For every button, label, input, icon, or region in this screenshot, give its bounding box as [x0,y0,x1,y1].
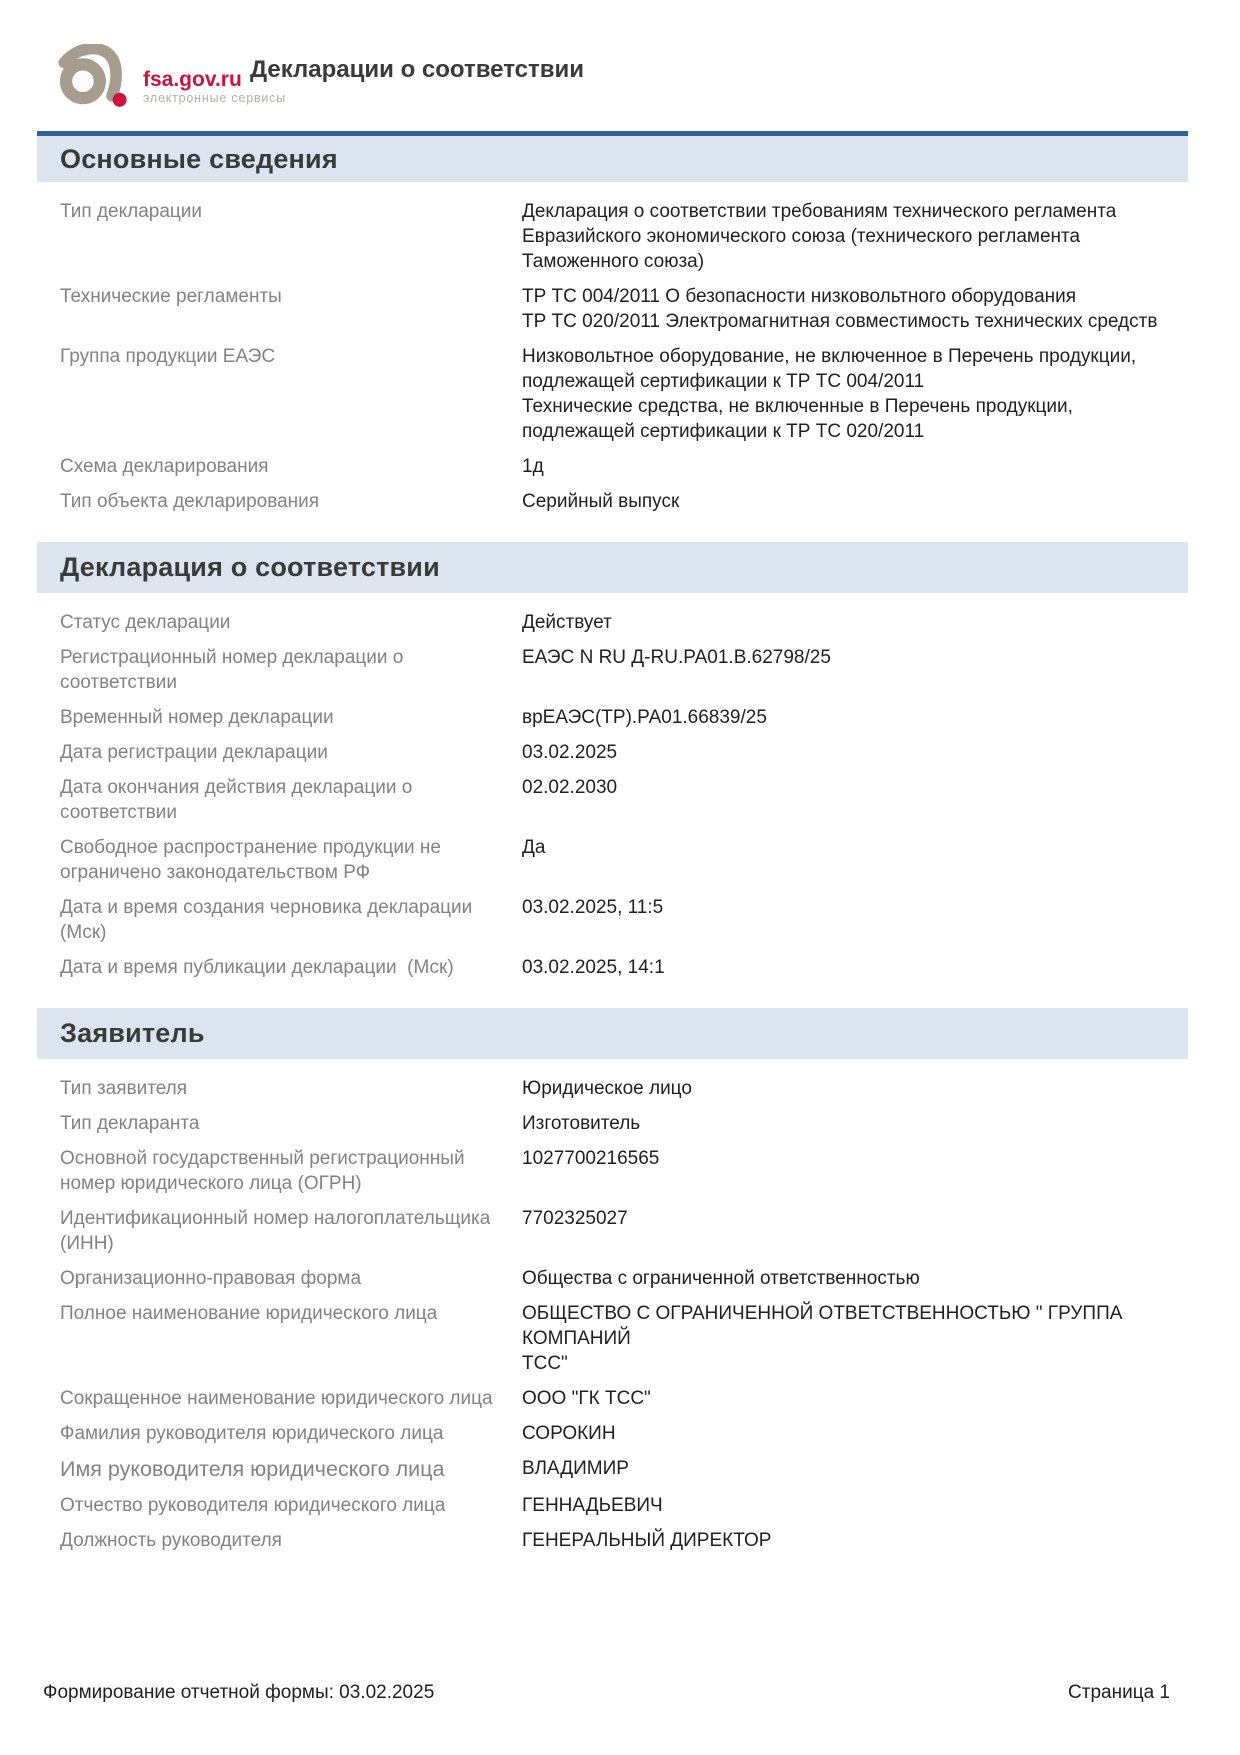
field-row [37,194,1188,279]
text-line: ЕАЭС N RU Д-RU.РА01.В.62798/25 [522,647,831,668]
field-label [37,1146,522,1196]
text-line: Основной государственный регистрационный [60,1148,465,1169]
field-value [522,1386,1188,1411]
field-label [37,1456,522,1483]
text-line: 03.02.2025, 11:5 [522,897,664,918]
field-row [37,950,1188,985]
field-value [522,1528,1188,1553]
field-label [37,1421,522,1446]
text-line: Статус декларации [60,612,231,633]
section-rows [37,1059,1188,1567]
section [37,1008,1188,1567]
field-label [37,705,522,730]
text-line: Технические средства, не включенные в Перечень продукции, [522,396,1073,417]
field-label [37,955,522,980]
field-row [37,1201,1188,1261]
field-label [37,740,522,765]
field-value [522,955,1188,980]
text-line: ГЕННАДЬЕВИЧ [522,1495,663,1516]
text-line: Полное наименование юридического лица [60,1303,438,1324]
field-value [522,610,1188,635]
field-value [522,1493,1188,1518]
text-line: Фамилия руководителя юридического лица [60,1423,444,1444]
section-rows [37,182,1188,528]
text-line: Общества с ограниченной ответственностью [522,1268,920,1289]
field-row [37,890,1188,950]
text-line: Евразийского экономического союза (технического регламента [522,226,1081,247]
text-line: (Мск) [60,922,107,943]
text-line: 02.02.2030 [522,777,618,798]
field-label [37,1386,522,1411]
field-value [522,775,1188,800]
field-label [37,1206,522,1256]
text-line: Тип заявителя [60,1078,188,1099]
text-line: Схема декларирования [60,456,269,477]
field-row [37,1071,1188,1106]
text-line: подлежащей сертификации к ТР ТС 020/2011 [522,421,925,442]
text-line: ограничено законодательством РФ [60,862,371,883]
field-row [37,1523,1188,1558]
text-line: Идентификационный номер налогоплательщика [60,1208,491,1229]
logo-brand: fsa.gov.ru [143,68,242,91]
field-row [37,484,1188,519]
field-label [37,454,522,479]
field-row [37,339,1188,449]
field-value [522,1266,1188,1291]
text-line: Тип объекта декларирования [60,491,320,512]
field-row [37,449,1188,484]
text-line: Имя руководителя юридического лица [60,1457,445,1481]
field-value [522,1206,1188,1231]
field-value [522,489,1188,514]
field-row [37,1261,1188,1296]
field-label [37,1301,522,1326]
footer-page-number: Страница 1 [1068,1682,1170,1703]
text-line: Технические регламенты [60,286,282,307]
section-header [37,131,1188,182]
field-label [37,895,522,945]
field-row [37,279,1188,339]
field-value [522,1076,1188,1101]
page-footer [43,1682,1170,1704]
text-line: СОРОКИН [522,1423,616,1444]
field-value [522,1146,1188,1171]
section-title: Заявитель [60,1018,205,1048]
text-line: 7702325027 [522,1208,628,1229]
section [37,131,1188,528]
text-line: Действует [522,612,612,633]
section-title: Основные сведения [60,143,338,174]
text-line: Сокращенное наименование юридического лица [60,1388,493,1409]
text-line: Декларация о соответствии требованиям технического регламента [522,201,1117,222]
field-value [522,344,1188,444]
fsa-logo-icon [55,44,133,108]
field-value [522,1111,1188,1136]
field-label [37,835,522,885]
text-line: ТР ТС 020/2011 Электромагнитная совместимость технических средств [522,311,1158,332]
field-label [37,199,522,224]
text-line: ООО "ГК ТСС" [522,1388,651,1409]
text-line: Тип декларации [60,201,203,222]
text-line: Отчество руководителя юридического лица [60,1495,446,1516]
field-value [522,705,1188,730]
text-line: соответствии [60,672,177,693]
text-line: Низковольтное оборудование, не включенное в Перечень продукции, [522,346,1137,367]
document-body [37,131,1188,1567]
field-row [37,1381,1188,1416]
text-line: ОБЩЕСТВО С ОГРАНИЧЕННОЙ ОТВЕТСТВЕННОСТЬЮ " ГРУППА КОМПАНИЙ [522,1303,1128,1349]
field-value [522,895,1188,920]
section-header [37,1008,1188,1059]
field-value [522,199,1188,274]
text-line: Дата и время публикации декларации (Мск) [60,957,454,978]
field-value [522,740,1188,765]
field-value [522,1301,1188,1376]
field-label [37,1266,522,1291]
field-value [522,1456,1188,1481]
text-line: ВЛАДИМИР [522,1458,629,1479]
text-line: 1д [522,456,544,477]
field-row [37,1296,1188,1381]
text-line: ТР ТС 004/2011 О безопасности низковольтного оборудования [522,286,1077,307]
field-row [37,700,1188,735]
text-line: Свободное распространение продукции не [60,837,441,858]
field-label [37,489,522,514]
text-line: Дата окончания действия декларации о [60,777,413,798]
text-line: Таможенного союза) [522,251,705,272]
field-value [522,284,1188,334]
text-line: подлежащей сертификации к ТР ТС 004/2011 [522,371,925,392]
field-label [37,284,522,309]
text-line: 03.02.2025 [522,742,618,763]
text-line: Серийный выпуск [522,491,680,512]
text-line: номер юридического лица (ОГРН) [60,1173,362,1194]
field-row [37,1416,1188,1451]
field-row [37,735,1188,770]
text-line: Временный номер декларации [60,707,334,728]
section-header [37,542,1188,593]
text-line: Организационно-правовая форма [60,1268,362,1289]
logo-tagline: электронные сервисы [143,91,287,105]
field-value [522,645,1188,670]
field-row [37,1488,1188,1523]
text-line: соответствии [60,802,177,823]
section-rows [37,593,1188,994]
text-line: Группа продукции ЕАЭС [60,346,276,367]
field-row [37,830,1188,890]
text-line: 1027700216565 [522,1148,660,1169]
footer-generated-date: Формирование отчетной формы: 03.02.2025 [43,1682,435,1703]
field-value [522,835,1188,860]
text-line: Да [522,837,546,858]
field-label [37,645,522,695]
text-line: ТСС" [522,1353,568,1374]
field-row [37,1451,1188,1488]
field-value [522,454,1188,479]
text-line: Регистрационный номер декларации о [60,647,404,668]
text-line: Изготовитель [522,1113,641,1134]
field-row [37,640,1188,700]
text-line: 03.02.2025, 14:1 [522,957,665,978]
text-line: Должность руководителя [60,1530,282,1551]
text-line: врЕАЭС(ТР).РА01.66839/25 [522,707,767,728]
field-row [37,770,1188,830]
field-row [37,605,1188,640]
field-label [37,1528,522,1553]
logo-red-dot [113,93,127,107]
text-line: Юридическое лицо [522,1078,692,1099]
field-label [37,610,522,635]
field-label [37,775,522,825]
field-row [37,1106,1188,1141]
page-title: Декларации о соответствии [250,56,584,83]
field-label [37,344,522,369]
text-line: (ИНН) [60,1233,114,1254]
field-label [37,1076,522,1101]
text-line: Тип декларанта [60,1113,200,1134]
field-value [522,1421,1188,1446]
field-label [37,1111,522,1136]
field-label [37,1493,522,1518]
field-row [37,1141,1188,1201]
text-line: Дата и время создания черновика декларации [60,897,473,918]
section-title: Декларация о соответствии [60,552,440,582]
text-line: Дата регистрации декларации [60,742,328,763]
section [37,542,1188,994]
text-line: ГЕНЕРАЛЬНЫЙ ДИРЕКТОР [522,1530,772,1551]
